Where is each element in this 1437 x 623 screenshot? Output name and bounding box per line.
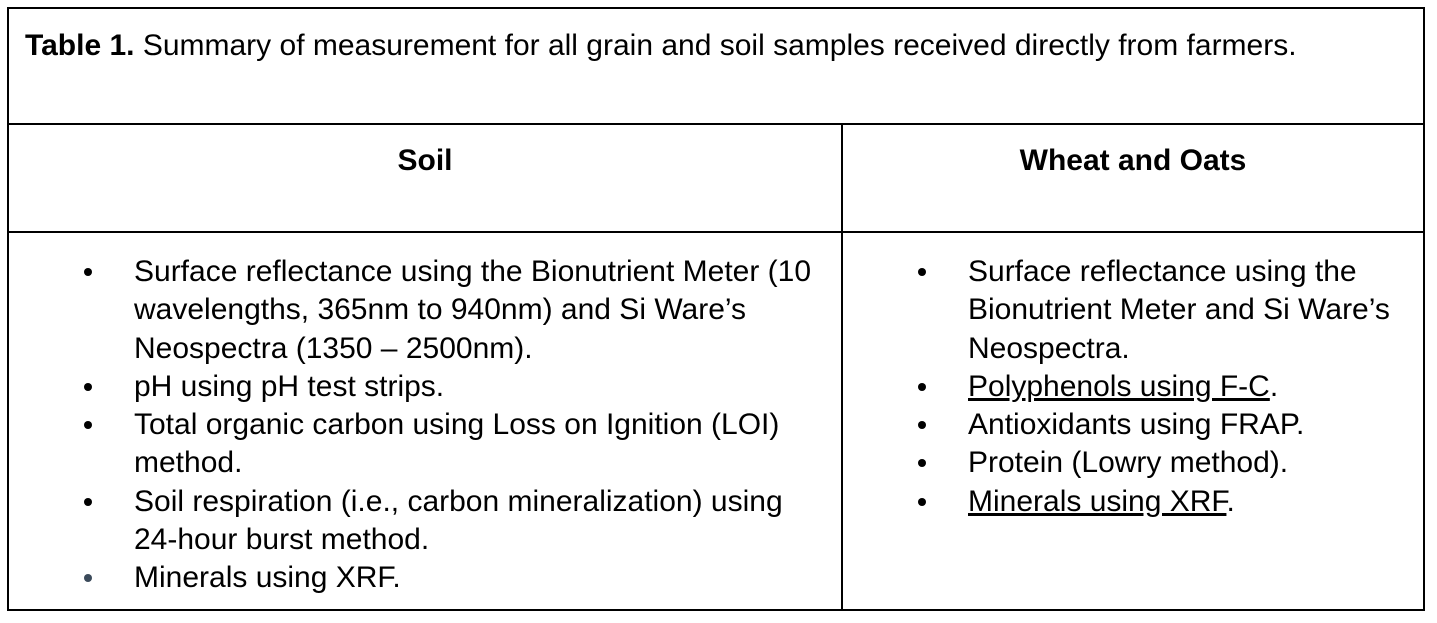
grain-item-surface-reflectance: Surface reflectance using the Bionutrient Meter and Si Ware’s Neospectra. [968,255,1390,365]
list-item [968,368,1413,406]
soil-item-minerals: Minerals using XRF. [134,561,401,595]
grain-item-protein: Protein (Lowry method). [968,446,1289,480]
list-item [134,253,834,368]
bullet-icon [84,421,92,429]
bullet-icon [84,268,92,276]
minerals-link[interactable]: Minerals using XRF [968,484,1227,518]
list-item [968,253,1413,368]
bullet-icon [84,574,92,582]
wheat-oats-column-header: Wheat and Oats [1019,144,1247,177]
grain-list [968,253,1413,521]
bullet-icon [918,383,926,391]
list-item [968,444,1413,482]
soil-item-organic-carbon: Total organic carbon using Loss on Ignition (LOI) method. [134,408,780,480]
bullet-icon [918,498,926,506]
bullet-icon [84,498,92,506]
bullet-icon [918,459,926,467]
bullet-icon [918,268,926,276]
list-item [134,406,834,483]
soil-item-respiration: Soil respiration (i.e., carbon mineralization) using 24-hour burst method. [134,484,783,557]
caption-label: Table 1. [25,29,135,62]
header-row [9,125,1423,233]
list-item [134,559,834,597]
body-row [9,233,1423,609]
soil-list [134,253,834,598]
bullet-icon [84,383,92,391]
wheat-oats-cell [843,233,1423,609]
grain-item-antioxidants: Antioxidants using FRAP. [968,408,1305,442]
summary-table [7,7,1425,611]
polyphenols-link[interactable]: Polyphenols using F-C [968,369,1270,403]
table-caption [9,9,1423,125]
list-item [134,368,834,406]
soil-cell [9,233,843,609]
list-item [968,406,1413,444]
bullet-icon [918,421,926,429]
soil-column-header: Soil [9,125,843,231]
soil-item-ph: pH using pH test strips. [134,369,445,403]
list-item [134,483,834,560]
caption-text: Summary of measurement for all grain and soil samples received directly from farmers. [134,29,1297,62]
minerals-tail: . [1226,484,1235,518]
polyphenols-tail: . [1269,369,1279,403]
soil-item-surface-reflectance: Surface reflectance using the Bionutrient Meter (10 wavelengths, 365nm to 940nm) and Si Ware’s Neospectra (1350 – 2500nm). [134,255,812,365]
list-item [968,483,1413,521]
